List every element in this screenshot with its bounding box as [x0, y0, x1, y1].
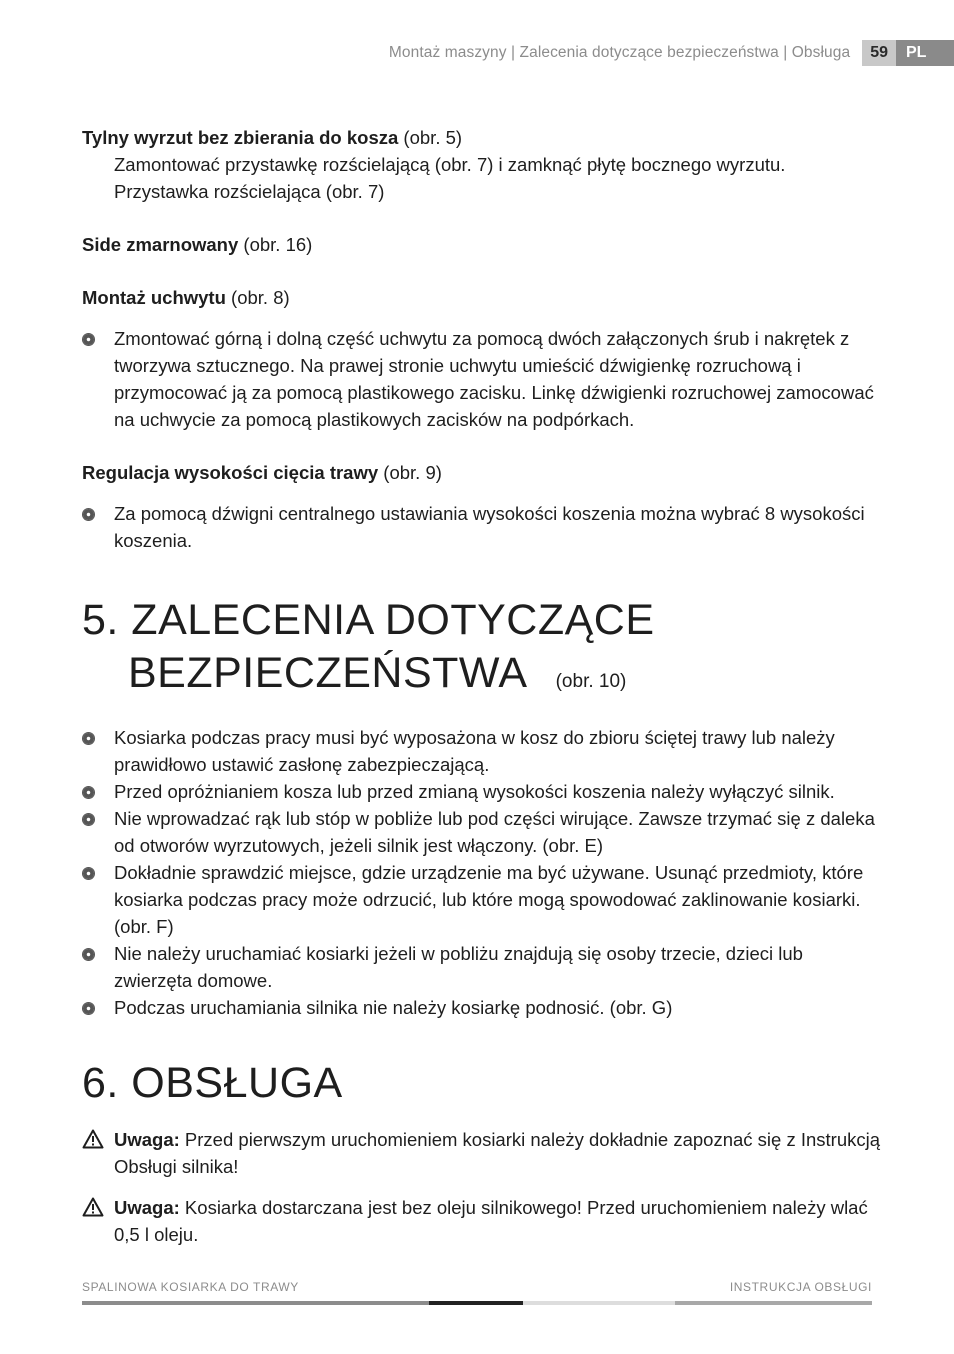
safety-title-ref: (obr. 10) — [555, 671, 627, 692]
footer-bar-segment — [523, 1301, 675, 1305]
operation-section-title: 6. OBSŁUGA — [82, 1059, 343, 1107]
bullet-icon — [83, 787, 94, 798]
bullet-icon — [83, 509, 94, 520]
safety-title-line-2: BEZPIECZEŃSTWA — [128, 649, 528, 697]
warning-triangle-icon — [82, 1197, 104, 1217]
rear-discharge-section — [82, 124, 882, 205]
language-badge: PL — [896, 40, 954, 66]
footer-bar-segment — [429, 1301, 523, 1305]
page-content — [82, 124, 882, 1262]
safety-item-text: Dokładnie sprawdzić miejsce, gdzie urządzenie ma być używane. Usunąć przedmioty, które kosiarka podczas pracy może odrzucić, lub które mogą spowodować zaklinowanie kosiarki. (obr. F) — [114, 862, 864, 937]
safety-item-text: Podczas uruchamiania silnika nie należy kosiarkę podnosić. (obr. G) — [114, 997, 673, 1018]
page-number: 59 — [862, 40, 896, 66]
list-item — [82, 940, 882, 994]
bullet-icon — [83, 814, 94, 825]
list-item — [82, 325, 882, 433]
safety-list — [82, 724, 882, 1021]
handle-list — [82, 325, 882, 433]
safety-item-text: Nie należy uruchamiać kosiarki jeżeli w pobliżu znajdują się osoby trzecie, dzieci lub zwierzęta domowe. — [114, 943, 803, 991]
bullet-icon — [83, 1003, 94, 1014]
warning-text: Kosiarka dostarczana jest bez oleju silnikowego! Przed uruchomieniem należy wlać 0,5 l oleju. — [114, 1197, 868, 1245]
list-item — [82, 724, 882, 778]
list-item — [82, 859, 882, 940]
side-section — [82, 231, 882, 258]
warning-triangle-icon — [82, 1129, 104, 1149]
handle-ref: (obr. 8) — [225, 287, 290, 308]
list-item — [82, 778, 882, 805]
height-section — [82, 459, 882, 554]
footer-bar-segment — [82, 1301, 429, 1305]
safety-item-text: Przed opróżnianiem kosza lub przed zmianą wysokości koszenia należy wyłączyć silnik. — [114, 781, 835, 802]
footer-divider-bar — [82, 1301, 872, 1305]
rear-discharge-ref: (obr. 5) — [398, 127, 463, 148]
safety-item-text: Nie wprowadzać rąk lub stóp w pobliże lub pod części wirujące. Zawsze trzymać się z daleka od otworów wyrzutowych, jeżeli silnik jest włączony. (obr. E) — [114, 808, 875, 856]
list-item — [82, 994, 882, 1021]
warning-note — [82, 1194, 882, 1248]
handle-title: Montaż uchwytu — [82, 287, 226, 308]
warning-text: Przed pierwszym uruchomieniem kosiarki należy dokładnie zapoznać się z Instrukcją Obsługi silnika! — [114, 1129, 881, 1177]
rear-discharge-line-1: Zamontować przystawkę rozścielającą (obr. 7) i zamknąć płytę bocznego wyrzutu. — [114, 154, 786, 175]
warning-label: Uwaga: — [114, 1197, 180, 1218]
list-item — [82, 805, 882, 859]
running-header-title: Montaż maszyny | Zalecenia dotyczące bezpieczeństwa | Obsługa — [388, 44, 851, 61]
bullet-icon — [83, 733, 94, 744]
handle-bullet-text: Zmontować górną i dolną część uchwytu za pomocą dwóch załączonych śrub i nakrętek z tworzywa sztucznego. Na prawej stronie uchwytu umieścić dźwigienkę rozruchową i przymocować ją za pomocą plastikowego zacisku. Linkę dźwigienki rozruchowej zamocować na uchwycie za pomocą plastikowych zacisków na podpórkach. — [114, 328, 874, 430]
safety-section-title — [82, 594, 882, 708]
height-ref: (obr. 9) — [378, 462, 442, 483]
height-list — [82, 500, 882, 554]
height-heading — [82, 459, 882, 486]
rear-discharge-title: Tylny wyrzut bez zbierania do kosza — [82, 127, 399, 148]
footer-product-name: SPALINOWA KOSIARKA DO TRAWY — [82, 1280, 299, 1294]
footer-manual-label: INSTRUKCJA OBSŁUGI — [729, 1280, 872, 1294]
bullet-icon — [83, 868, 94, 879]
bullet-icon — [83, 949, 94, 960]
handle-section — [82, 284, 882, 433]
warning-note — [82, 1126, 882, 1180]
safety-title-line-2-wrap — [82, 647, 882, 708]
safety-title-line-1: 5. ZALECENIA DOTYCZĄCE — [82, 596, 655, 644]
page-header — [389, 40, 954, 66]
footer-bar-segment — [675, 1301, 872, 1305]
side-ref: (obr. 16) — [238, 234, 313, 255]
handle-heading — [82, 284, 882, 311]
rear-discharge-line-2: Przystawka rozścielająca (obr. 7) — [114, 181, 385, 202]
page-footer — [82, 1280, 872, 1294]
side-heading — [82, 231, 882, 258]
height-title: Regulacja wysokości cięcia trawy — [82, 462, 379, 483]
warning-label: Uwaga: — [114, 1129, 180, 1150]
bullet-icon — [83, 334, 94, 345]
side-title: Side zmarnowany — [82, 234, 239, 255]
safety-item-text: Kosiarka podczas pracy musi być wyposażona w kosz do zbioru ściętej trawy lub należy prawidłowo ustawić zasłonę zabezpieczającą. — [114, 727, 835, 775]
list-item — [82, 500, 882, 554]
rear-discharge-heading — [82, 124, 882, 151]
height-bullet-text: Za pomocą dźwigni centralnego ustawiania wysokości koszenia można wybrać 8 wysokości koszenia. — [114, 503, 865, 551]
